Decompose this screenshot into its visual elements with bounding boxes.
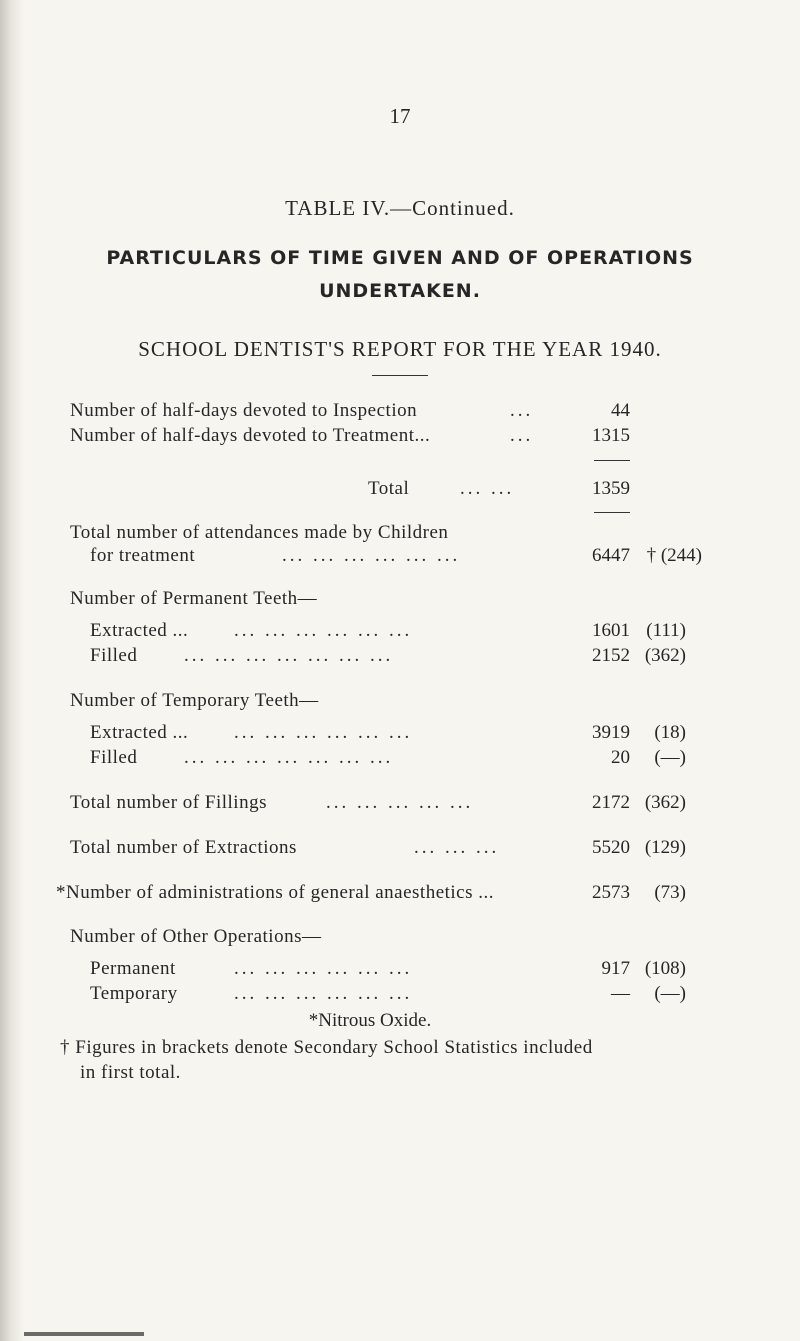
inspection-value: 44 (611, 400, 630, 421)
inspection-label: Number of half-days devoted to Inspection (70, 400, 418, 421)
attendances-bracket: † (244) (646, 545, 702, 566)
title-divider (372, 375, 428, 376)
extractions-bracket: (129) (644, 837, 686, 858)
other-temporary-bracket: (—) (654, 983, 686, 1004)
figures-footnote-line2: in first total. (80, 1062, 181, 1083)
anaesthetics-bracket: (73) (654, 882, 686, 903)
temporary-extracted-dots: ... ... ... ... ... ... (234, 722, 413, 743)
permanent-teeth-heading: Number of Permanent Teeth— (70, 588, 318, 609)
treatment-value: 1315 (592, 425, 630, 446)
inspection-dots: ... (510, 400, 534, 421)
other-permanent-dots: ... ... ... ... ... ... (234, 958, 413, 979)
bottom-binding-line (24, 1332, 144, 1336)
other-permanent-bracket: (108) (644, 958, 686, 979)
other-permanent-value: 917 (601, 958, 630, 979)
other-temporary-dots: ... ... ... ... ... ... (234, 983, 413, 1004)
table-title: TABLE IV.—Continued. (285, 196, 515, 220)
fillings-label: Total number of Fillings (70, 792, 267, 813)
figures-footnote-line1: † Figures in brackets denote Secondary School Statistics included (60, 1037, 593, 1058)
permanent-extracted-bracket: (111) (646, 620, 686, 641)
permanent-extracted-dots: ... ... ... ... ... ... (234, 620, 413, 641)
page-number: 17 (389, 104, 411, 128)
total-value: 1359 (592, 478, 630, 499)
other-permanent-label: Permanent (90, 958, 176, 979)
particulars-heading-line1: PARTICULARS OF TIME GIVEN AND OF OPERATIONS (106, 247, 694, 269)
permanent-filled-dots: ... ... ... ... ... ... ... (184, 645, 394, 666)
other-temporary-value: — (611, 983, 630, 1004)
permanent-extracted-label: Extracted ... (90, 620, 189, 641)
fillings-dots: ... ... ... ... ... (326, 792, 474, 813)
attendances-label-line1: Total number of attendances made by Children (70, 522, 449, 543)
permanent-filled-label: Filled (90, 645, 138, 666)
temporary-filled-value: 20 (611, 747, 630, 768)
temporary-extracted-value: 3919 (592, 722, 630, 743)
particulars-heading-line2: UNDERTAKEN. (319, 280, 481, 302)
attendances-value: 6447 (592, 545, 630, 566)
temporary-filled-dots: ... ... ... ... ... ... ... (184, 747, 394, 768)
permanent-extracted-value: 1601 (592, 620, 630, 641)
anaesthetics-label: *Number of administrations of general anaesthetics ... (56, 882, 495, 903)
other-operations-heading: Number of Other Operations— (70, 926, 322, 947)
nitrous-oxide-footnote: *Nitrous Oxide. (308, 1010, 432, 1031)
extractions-dots: ... ... ... (414, 837, 500, 858)
temporary-filled-bracket: (—) (654, 747, 686, 768)
total-label: Total (368, 478, 410, 499)
total-rule-top (594, 460, 630, 461)
temporary-extracted-bracket: (18) (654, 722, 686, 743)
report-heading: SCHOOL DENTIST'S REPORT FOR THE YEAR 1940. (138, 337, 662, 361)
permanent-filled-value: 2152 (592, 645, 630, 666)
treatment-label: Number of half-days devoted to Treatment... (70, 425, 431, 446)
temporary-extracted-label: Extracted ... (90, 722, 189, 743)
attendances-dots: ... ... ... ... ... ... (282, 545, 461, 566)
fillings-value: 2172 (592, 792, 630, 813)
other-temporary-label: Temporary (90, 983, 178, 1004)
anaesthetics-value: 2573 (592, 882, 630, 903)
total-dots: ... ... (460, 478, 515, 499)
permanent-filled-bracket: (362) (644, 645, 686, 666)
extractions-value: 5520 (592, 837, 630, 858)
treatment-dots: ... (510, 425, 534, 446)
total-rule-bottom (594, 512, 630, 513)
temporary-teeth-heading: Number of Temporary Teeth— (70, 690, 319, 711)
temporary-filled-label: Filled (90, 747, 138, 768)
extractions-label: Total number of Extractions (70, 837, 297, 858)
fillings-bracket: (362) (644, 792, 686, 813)
attendances-label-line2: for treatment (90, 545, 196, 566)
